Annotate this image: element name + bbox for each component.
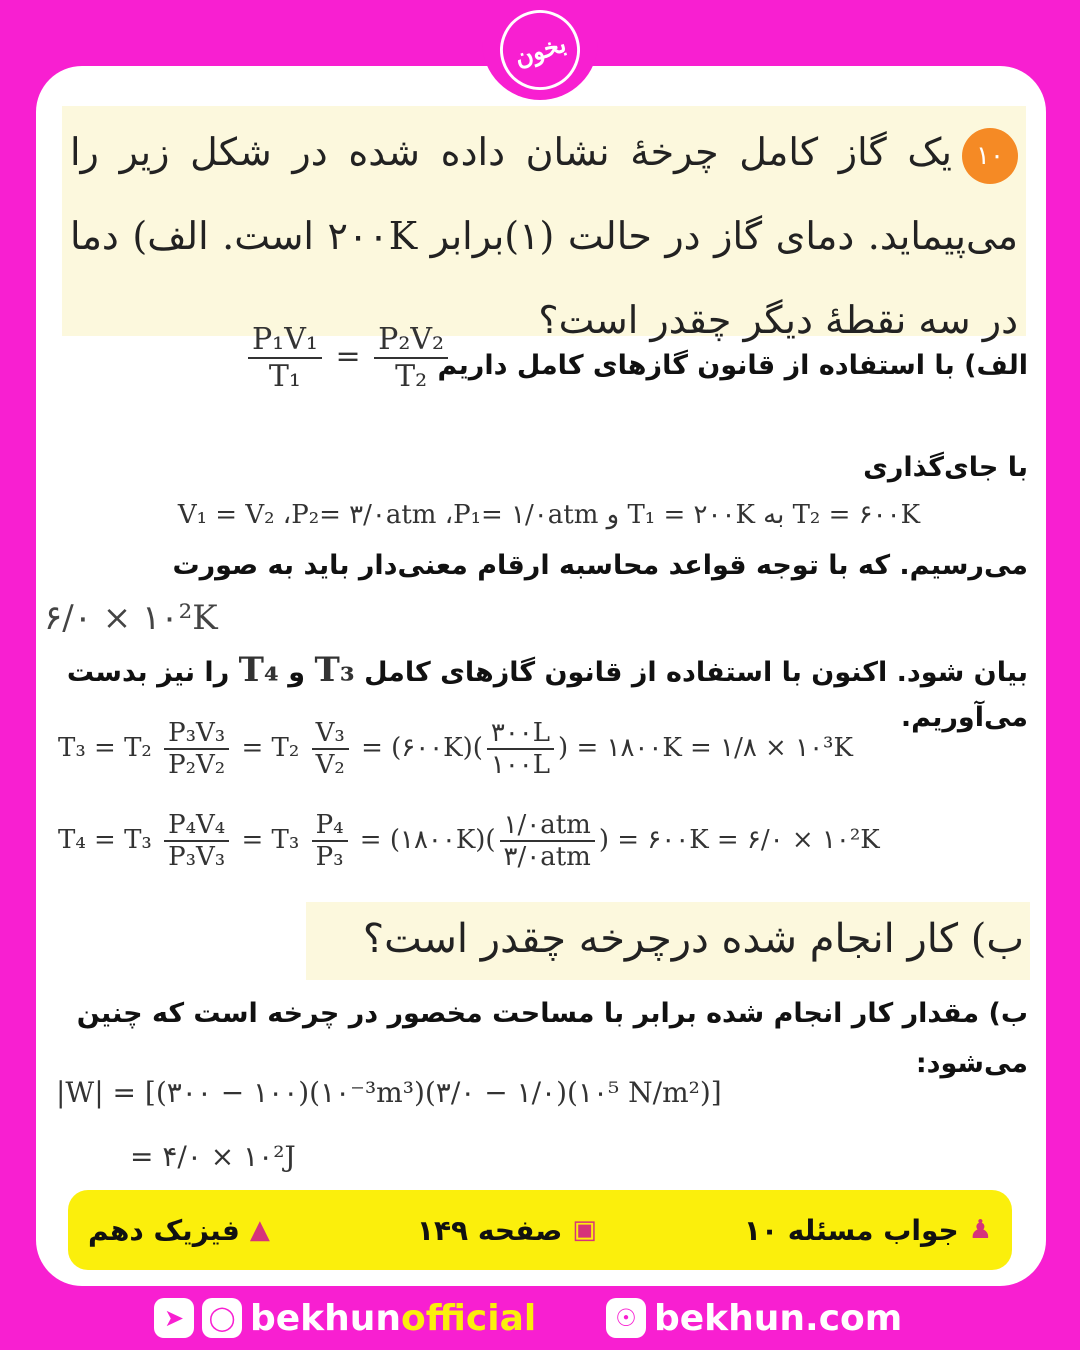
- eq-part: T₄ = T₃: [58, 825, 152, 855]
- eq-part: = T₂: [241, 733, 300, 763]
- work-equation-line1: |W| = [(۳۰۰ − ۱۰۰)(۱۰⁻³m³)(۳/۰ − ۱/۰)(۱۰⁵ N/m²)]: [56, 1076, 722, 1109]
- t4-equation: [58, 810, 880, 872]
- footer-subject-label: فیزیک دهم: [88, 1213, 240, 1247]
- eq-fraction-numerator: ۱/۰atm: [500, 810, 595, 842]
- given-values-line: T₂ = ۶۰۰K به T₁ = ۲۰۰K و V₁ = V₂ ،P₂= ۳/۰atm ،P₁= ۱/۰atm: [177, 500, 920, 530]
- eq-fraction-denominator: T₁: [268, 359, 301, 394]
- next-step-text: [67, 650, 1028, 690]
- part-b-answer-line1: ب) مقدار کار انجام شده برابر با مساحت مخصور در چرخه است که چنین: [76, 998, 1028, 1029]
- footer-page: [417, 1214, 597, 1247]
- footer-page-label: صفحه ۱۴۹: [416, 1213, 563, 1247]
- ideal-gas-equation: $\frac{\text{P₁V₁}}{\text{T₁}}$ = $\frac{\text{P₂V₂}}{\text{T₂}}$: [244, 322, 452, 394]
- next-step-text-line2: می‌آوریم.: [900, 702, 1028, 733]
- eq-fraction-denominator: V₂: [315, 750, 345, 780]
- eq-part: ) = ۶۰۰K = ۶/۰ × ۱۰²K: [598, 825, 880, 855]
- eq-fraction-denominator: P₂V₂: [168, 750, 226, 780]
- website-text: bekhun.com: [654, 1297, 903, 1339]
- eq-fraction-denominator: ۱۰۰L: [490, 750, 551, 780]
- eq-fraction-numerator: P₃V₃: [164, 718, 229, 750]
- website-link[interactable]: [606, 1294, 902, 1342]
- eq-fraction-numerator: P₄: [312, 810, 348, 842]
- symbol-t4: T₄: [238, 650, 279, 690]
- eq-fraction-numerator: ۳۰۰L: [487, 718, 554, 750]
- part-b-question: ب) کار انجام شده درچرخه چقدر است؟: [306, 902, 1030, 980]
- and-word: و: [288, 657, 306, 688]
- substitution-label: با جای‌گذاری: [863, 452, 1028, 483]
- question-text: یک گاز کامل چرخهٔ نشان داده شده در شکل زیر را می‌پیماید. دمای گاز در حالت (۱)برابر ۲۰۰K است. الف) دما در سه نقطهٔ دیگر چقدر است؟: [70, 130, 1018, 342]
- result-value: ۶/۰ × ۱۰²K: [44, 598, 218, 638]
- question-number-badge: ۱۰: [962, 128, 1018, 184]
- telegram-icon[interactable]: ➤: [154, 1298, 194, 1338]
- eq-fraction-denominator: ۳/۰atm: [503, 842, 591, 872]
- eq-fraction-numerator: P₄V₄: [164, 810, 229, 842]
- logo-mark: بخون: [490, 0, 591, 100]
- instagram-icon[interactable]: ◯: [202, 1298, 242, 1338]
- book-icon: ▣: [572, 1215, 597, 1245]
- social-handle[interactable]: [154, 1294, 536, 1342]
- eq-part: T₃ = T₂: [58, 733, 152, 763]
- next-step-text-part2: را نیز بدست: [66, 657, 230, 688]
- eq-part: ) = ۱۸۰۰K = ۱/۸ × ۱۰³K: [558, 733, 853, 763]
- footer-problem-label: جواب مسئله ۱۰: [743, 1213, 959, 1247]
- part-b-answer-line2: می‌شود:: [915, 1048, 1028, 1079]
- eq-fraction-denominator: P₃V₃: [168, 842, 226, 872]
- footer-problem: [744, 1214, 992, 1247]
- footer-subject: [88, 1214, 270, 1247]
- graduation-cap-icon: ▲: [249, 1215, 270, 1245]
- eq-part: = (۱۸۰۰K)(: [359, 825, 496, 855]
- t3-equation: [58, 718, 853, 780]
- work-equation-line2: = ۴/۰ × ۱۰²J: [130, 1140, 296, 1173]
- teacher-icon: ♟: [968, 1215, 992, 1245]
- eq-fraction-numerator: P₁V₁: [248, 322, 322, 359]
- symbol-t3: T₃: [314, 650, 355, 690]
- globe-icon: ☉: [606, 1298, 646, 1338]
- next-step-text-part1: بیان شود. اکنون با استفاده از قانون گازهای کامل: [364, 657, 1028, 688]
- eq-fraction-numerator: V₃: [312, 718, 349, 750]
- eq-fraction-denominator: P₃: [315, 842, 344, 872]
- handle-text: bekhunofficial: [250, 1297, 537, 1339]
- result-text: می‌رسیم. که با توجه قواعد محاسبه ارقام معنی‌دار باید به صورت: [172, 550, 1028, 581]
- footer-bar: [68, 1190, 1012, 1270]
- eq-fraction-numerator: P₂V₂: [374, 322, 448, 359]
- eq-fraction-denominator: T₂: [395, 359, 428, 394]
- eq-part: = (۶۰۰K)(: [361, 733, 483, 763]
- answer-a-intro: الف) با استفاده از قانون گازهای کامل داریم: [437, 350, 1028, 381]
- eq-part: = T₃: [241, 825, 300, 855]
